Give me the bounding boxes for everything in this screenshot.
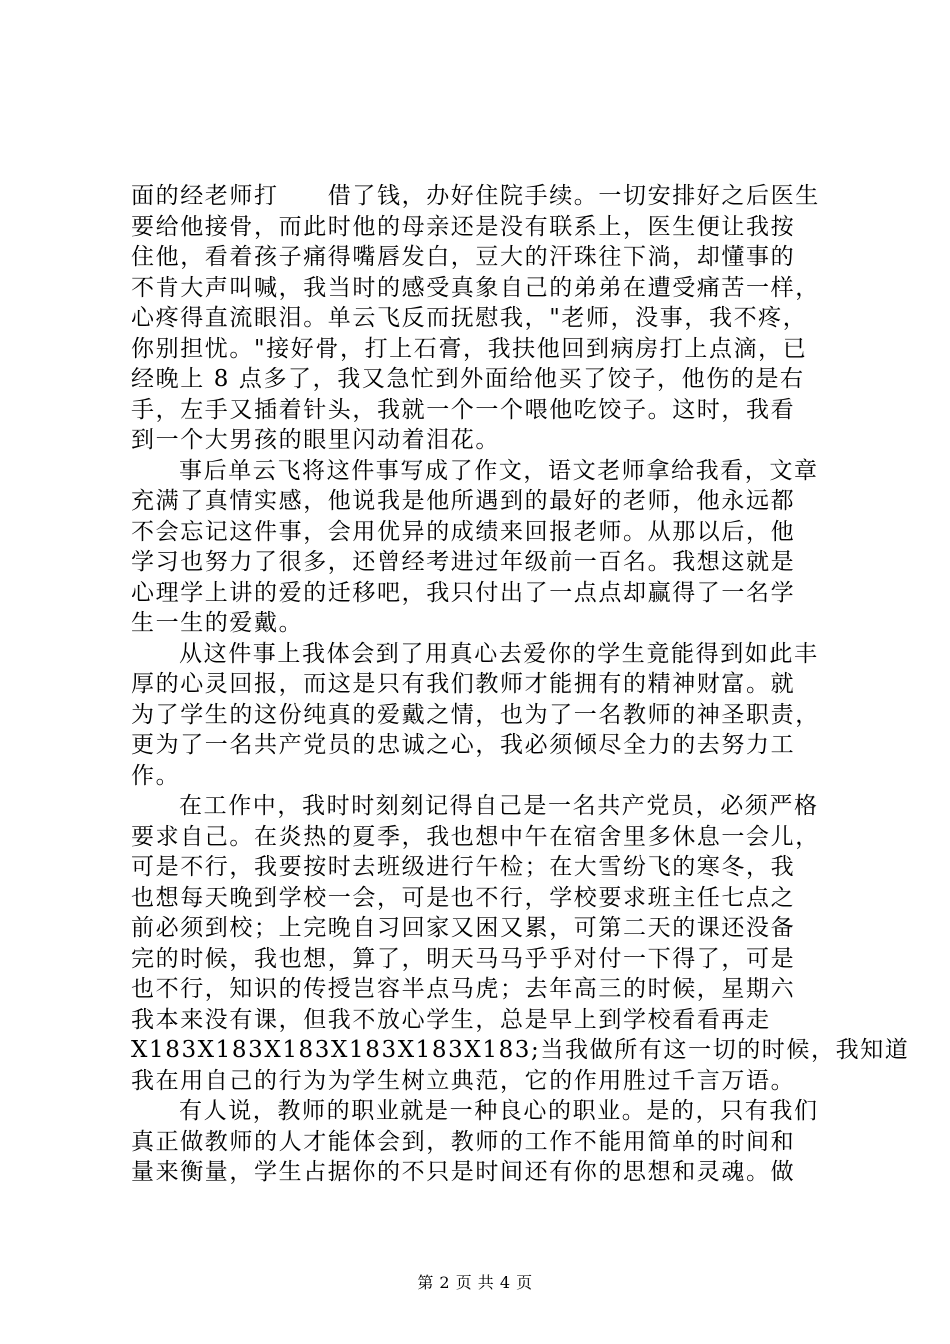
text-line: 作。	[131, 762, 181, 789]
text-line: 可是不行，我要按时去班级进行午检；在大雪纷飞的寒冬，我	[131, 854, 796, 880]
text-line: 完的时候，我也想，算了，明天马马乎乎对付一下得了，可是	[131, 945, 796, 972]
text-line: 我在用自己的行为为学生树立典范，它的作用胜过千言万语。	[131, 1067, 796, 1094]
text-line: 更为了一名共产党员的忠诚之心，我必须倾尽全力的去努力工	[131, 732, 796, 758]
text-line: 心理学上讲的爱的迁移吧，我只付出了一点点却赢得了一名学	[131, 579, 796, 606]
text-line: 真正做教师的人才能体会到，教师的工作不能用简单的时间和	[131, 1128, 796, 1155]
text-line: 心疼得直流眼泪。单云飞反而抚慰我，"老师，没事，我不疼，	[131, 305, 808, 331]
text-line: 充满了真情实感，他说我是他所遇到的最好的老师，他永远都	[131, 488, 796, 514]
text-line: 不肯大声叫喊，我当时的感受真象自己的弟弟在遭受痛苦一样，	[131, 274, 820, 301]
text-line: 手，左手又插着针头，我就一个一个喂他吃饺子。这时，我看	[131, 396, 796, 423]
text-line: 住他，看着孩子痛得嘴唇发白，豆大的汗珠往下淌，却懂事的	[131, 244, 796, 270]
text-line: 你别担忧。"接好骨，打上石膏，我扶他回到病房打上点滴，已	[131, 335, 808, 362]
text-line: 学习也努力了很多，还曾经考进过年级前一百名。我想这就是	[131, 549, 796, 575]
text-line: 有人说，教师的职业就是一种良心的职业。是的，只有我们	[179, 1098, 819, 1124]
text-line: 为了学生的这份纯真的爱戴之情，也为了一名教师的神圣职责，	[131, 701, 820, 728]
page-indicator: 第 2 页 共 4 页	[417, 1273, 533, 1292]
text-line: 要求自己。在炎热的夏季，我也想中午在宿舍里多休息一会儿，	[131, 823, 820, 850]
text-line: 生一生的爱戴。	[131, 610, 304, 636]
text-line: 事后单云飞将这件事写成了作文，语文老师拿给我看，文章	[179, 457, 819, 484]
text-line: 要给他接骨，而此时他的母亲还是没有联系上，医生便让我按	[131, 213, 796, 240]
text-line: 不会忘记这件事，会用优异的成绩来回报老师。从那以后，他	[131, 518, 796, 545]
text-line: 面的经老师打 借了钱，办好住院手续。一切安排好之后医生	[131, 183, 820, 209]
text-line: 经晚上 8 点多了，我又急忙到外面给他买了饺子，他伤的是右	[131, 366, 805, 392]
text-line: 量来衡量，学生占据你的不只是时间还有你的思想和灵魂。做	[131, 1159, 796, 1185]
text-line: 在工作中，我时时刻刻记得自己是一名共产党员，必须严格	[179, 793, 819, 819]
text-line: X183X183X183X183X183X183;当我做所有这一切的时候，我知道	[131, 1037, 910, 1063]
text-line: 厚的心灵回报，而这是只有我们教师才能拥有的精神财富。就	[131, 671, 796, 697]
body-text	[131, 181, 910, 1188]
page-footer	[0, 1273, 950, 1293]
text-line: 也想每天晚到学校一会，可是也不行，学校要求班主任七点之	[131, 884, 796, 911]
text-line: 我本来没有课，但我不放心学生，总是早上到学校看看再走	[131, 1006, 771, 1033]
text-line: 也不行，知识的传授岂容半点马虎；去年高三的时候，星期六	[131, 976, 796, 1002]
text-line: 前必须到校；上完晚自习回家又困又累，可第二天的课还没备	[131, 915, 796, 941]
text-line: 到一个大男孩的眼里闪动着泪花。	[131, 427, 500, 453]
text-line: 从这件事上我体会到了用真心去爱你的学生竟能得到如此丰	[179, 640, 819, 667]
